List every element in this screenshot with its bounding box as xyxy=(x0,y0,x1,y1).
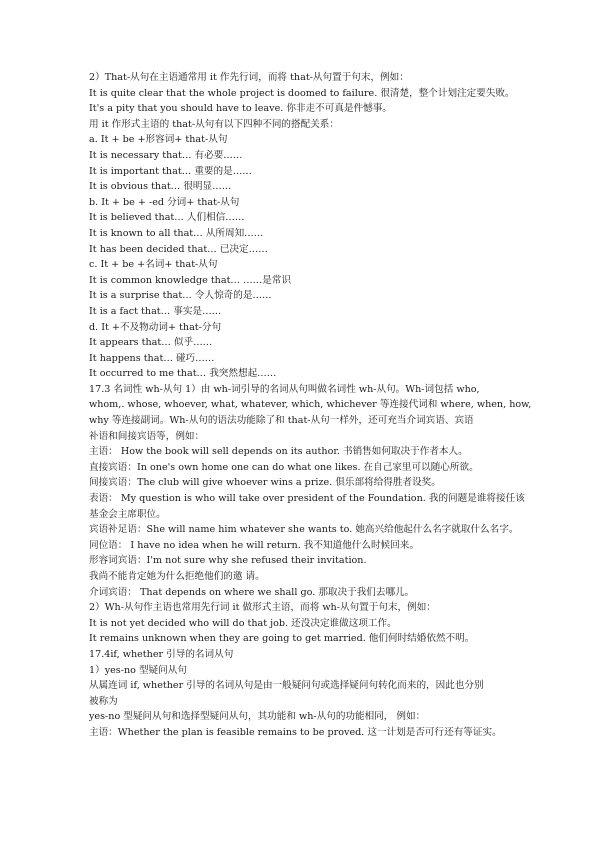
text-line: 间接宾语：The club will give whoever wins a prize. 俱乐部将给得胜者设奖。 xyxy=(89,477,441,489)
text-line: 17.3 名词性 wh-从句 1）由 wh-词引导的名词从句叫做名词性 wh-从句。Wh-词包括 who, xyxy=(89,383,480,395)
text-line: 主语： How the book will sell depends on its author. 书销售如何取决于作者本人。 xyxy=(89,446,468,458)
text-line: It is not yet decided who will do that job. 还没决定谁做这项工作。 xyxy=(89,617,397,629)
text-line: It is a surprise that… 令人惊奇的是…… xyxy=(89,290,272,302)
text-line: It remains unknown when they are going to get married. 他们何时结婚依然不明。 xyxy=(89,633,475,645)
text-line: It is a fact that… 事实是…… xyxy=(89,305,222,317)
text-line: It is common knowledge that… ……是常识 xyxy=(89,274,292,286)
text-line: 主语：Whether the plan is feasible remains to be proved. 这一计划是否可行还有等证实。 xyxy=(89,726,502,738)
text-line: why 等连接副词。Wh-从句的语法功能除了和 that-从句一样外，还可充当介词宾语、宾语 xyxy=(89,415,474,427)
text-line: It occurred to me that… 我突然想起…… xyxy=(89,368,277,380)
text-line: It happens that… 碰巧…… xyxy=(89,352,215,364)
text-line: It's a pity that you should have to leave. 你非走不可真是件憾事。 xyxy=(89,103,392,115)
text-line: 介词宾语： That depends on where we shall go. 那取决于我们去哪儿。 xyxy=(89,586,415,598)
text-line: It is known to all that… 从所周知…… xyxy=(89,227,264,239)
text-line: b. It + be + -ed 分词+ that-从句 xyxy=(89,196,240,208)
text-line: 宾语补足语：She will name him whatever she wants to. 她高兴给他起什么名字就取什么名字。 xyxy=(89,524,519,536)
text-line: 被称为 xyxy=(89,695,118,707)
text-line: 我尚不能肯定她为什么拒绝他们的邀 请。 xyxy=(89,571,265,582)
text-line: It is obvious that… 很明显…… xyxy=(89,181,232,193)
text-line: 直接宾语：In one's own home one can do what one likes. 在自己家里可以随心所欲。 xyxy=(89,461,479,473)
text-line: It is important that… 重要的是…… xyxy=(89,165,252,177)
text-line: It is believed that… 人们相信…… xyxy=(89,212,245,224)
document-body xyxy=(89,70,532,741)
text-line: 形容词宾语：I'm not sure why she refused their invitation. xyxy=(89,555,367,567)
text-line: It is quite clear that the whole project is doomed to failure. 很清楚，整个计划注定要失败。 xyxy=(89,87,515,99)
text-line: 补语和间接宾语等，例如： xyxy=(89,430,205,442)
text-line: 1）yes-no 型疑问从句 xyxy=(89,664,187,676)
text-line: 同位语： I have no idea when he will return. 我不知道他什么时候回来。 xyxy=(89,539,419,551)
text-line: whom,. whose, whoever, what, whatever, which, whichever 等连接代词和 where, when, how, xyxy=(89,399,532,411)
text-line: 2）Wh-从句作主语也常用先行词 it 做形式主语，而将 wh-从句置于句末，例如： xyxy=(89,602,436,614)
text-line: 用 it 作形式主语的 that-从句有以下四种不同的搭配关系： xyxy=(89,118,339,130)
text-line: It has been decided that… 已决定…… xyxy=(89,243,268,255)
text-line: 2）That-从句在主语通常用 it 作先行词，而将 that-从句置于句末，例如： xyxy=(89,72,409,83)
text-line: 基金会主席职位。 xyxy=(89,508,166,520)
text-line: 从属连词 if, whether 引导的名词从句是由一般疑问句或选择疑问句转化而来的，因此也分别 xyxy=(89,680,484,692)
text-line: It appears that… 似乎…… xyxy=(89,337,213,349)
text-line: 17.4if, whether 引导的名词从句 xyxy=(89,648,234,660)
text-line: 表语： My question is who will take over president of the Foundation. 我的问题是谁将接任该 xyxy=(89,493,525,505)
text-line: yes-no 型疑问从句和选择型疑问从句，其功能和 wh-从句的功能相同， 例如： xyxy=(89,711,426,723)
text-line: c. It + be +名词+ that-从句 xyxy=(89,259,218,271)
text-line: It is necessary that… 有必要…… xyxy=(89,149,243,161)
text-line: d. It +不及物动词+ that-分句 xyxy=(89,321,222,333)
text-line: a. It + be +形容词+ that-从句 xyxy=(89,134,228,146)
